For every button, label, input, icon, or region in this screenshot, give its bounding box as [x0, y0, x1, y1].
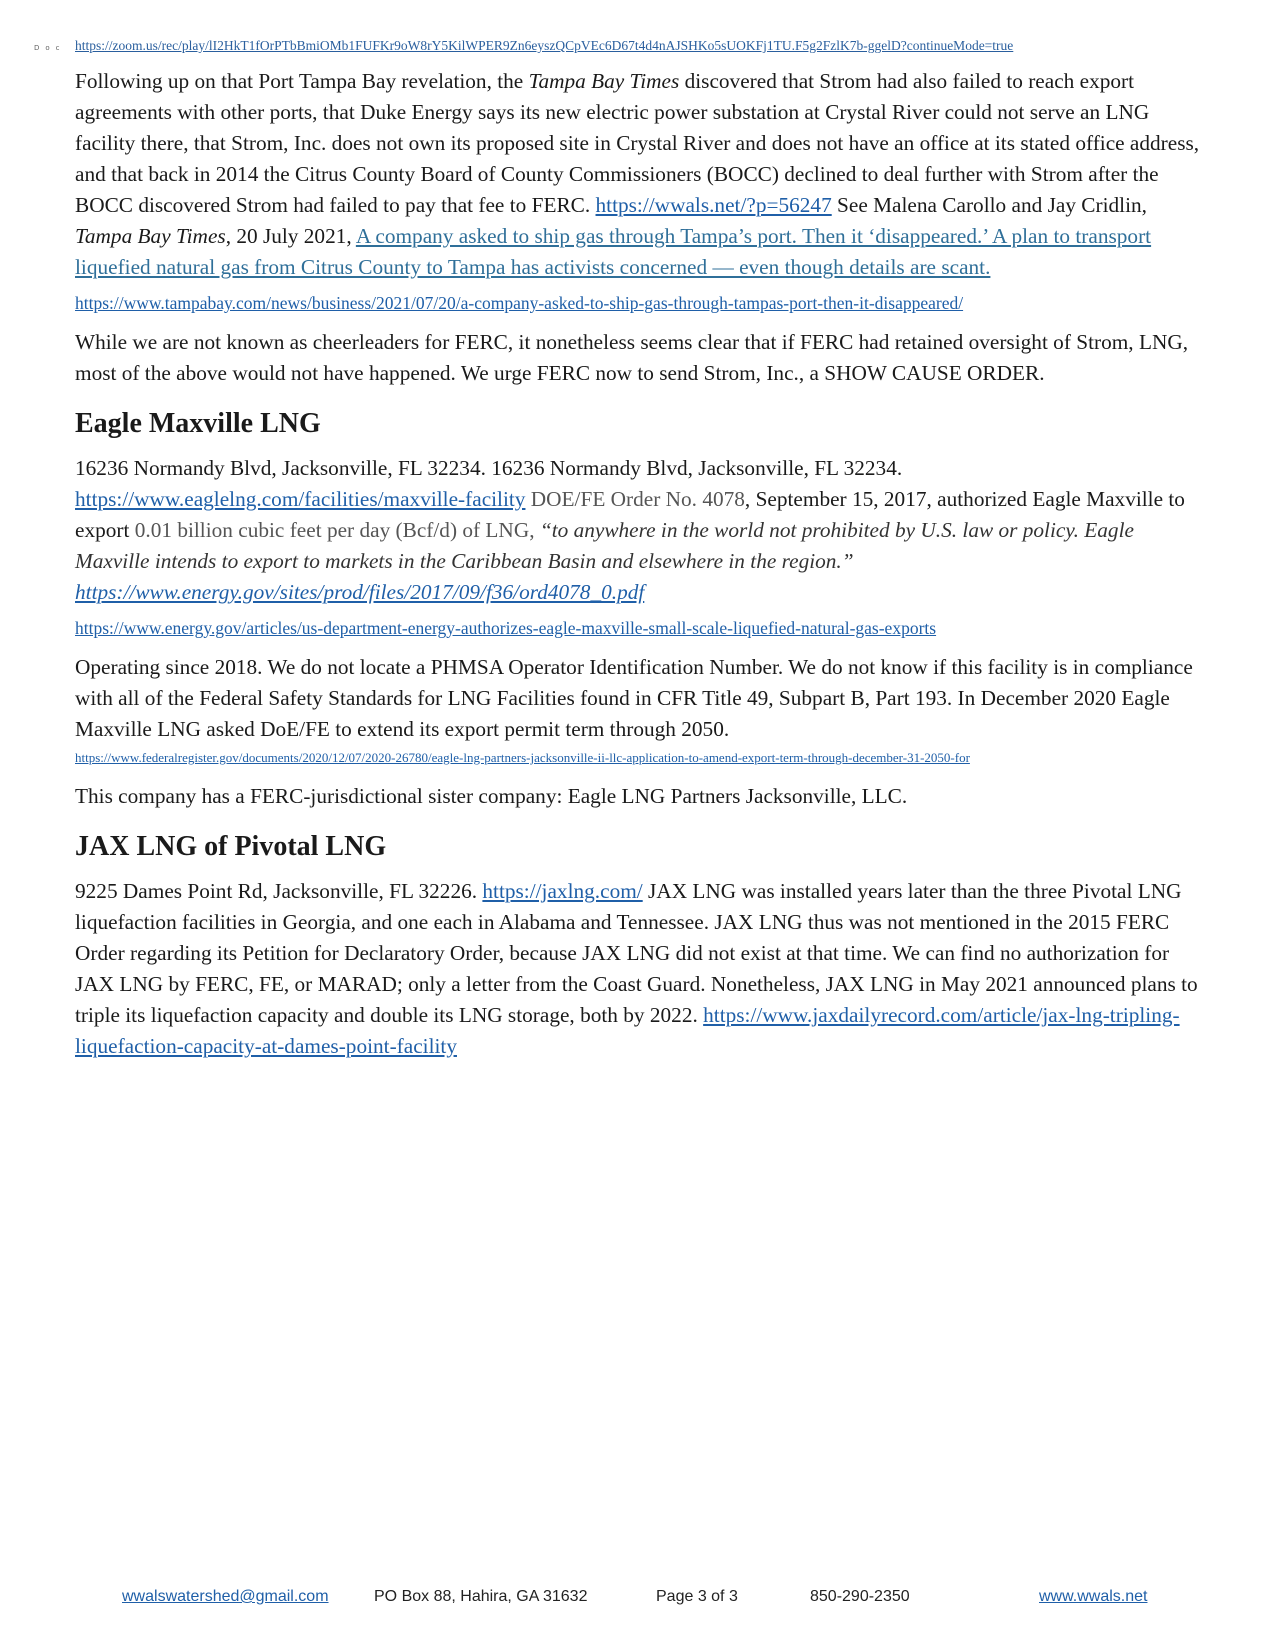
- text-segment: See Malena Carollo and Jay Cridlin,: [831, 193, 1147, 217]
- heading-eagle-maxville: Eagle Maxville LNG: [75, 408, 321, 439]
- federal-register-url[interactable]: https://www.federalregister.gov/documents/2020/12/07/2020-26780/eagle-lng-partners-jacksonville-ii-llc-application-to-amend-export-term-through-december-31-2050-for: [75, 750, 970, 765]
- footer-page-number: Page 3 of 3: [656, 1588, 738, 1605]
- address-text: 16236 Normandy Blvd, Jacksonville, FL 32234. 16236 Normandy Blvd, Jacksonville, FL 32234.: [75, 456, 903, 480]
- tampabay-article-url[interactable]: https://www.tampabay.com/news/business/2021/07/20/a-company-asked-to-ship-gas-through-tampas-port-then-it-disappeared/: [75, 293, 964, 313]
- header-stamp: Doc: [34, 44, 66, 52]
- zoom-recording-link[interactable]: https://zoom.us/rec/play/lI2HkT1fOrPTbBmiOMb1FUFKr9oW8rY5KilWPER9Zn6eyszQCpVEc6D67t4d4nAJSHKo5sUOKFj1TU.F5g2FzlK7b-ggelD?continueMode=true: [75, 38, 1014, 53]
- text-segment: discovered that Strom had also failed to reach export agreements with other ports, that Duke Energy says its new electric power substation at Crystal River could not serve an LNG facility there, that Strom, Inc. does not own its proposed site in Crystal River and does not have an office at its stated office address, and that back in 2014 the Citrus County Board of County Commissioners (BOCC) declined to deal further with Strom after the BOCC discovered Strom had failed to pay that fee to FERC.: [75, 69, 1200, 217]
- doe-order-pdf-link[interactable]: https://www.energy.gov/sites/prod/files/2017/09/f36/ord4078_0.pdf: [75, 580, 645, 604]
- jaxlng-link[interactable]: https://jaxlng.com/: [482, 879, 643, 903]
- doe-article-url[interactable]: https://www.energy.gov/articles/us-department-energy-authorizes-eagle-maxville-small-scale-liquefied-natural-gas-exports: [75, 618, 937, 638]
- footer-website-link[interactable]: www.wwals.net: [1039, 1588, 1148, 1605]
- heading-jax-lng: JAX LNG of Pivotal LNG: [75, 831, 387, 862]
- order-quote: “to anywhere in the world not prohibited by U.S. law or policy. Eagle Maxville intends to export to markets in the Caribbean Basin and elsewhere in the region.”: [75, 518, 1134, 573]
- paragraph-ferc-oversight: While we are not known as cheerleaders for FERC, it nonetheless seems clear that if FERC had retained oversight of Strom, LNG, most of the above would not have happened. We urge FERC now to send Strom, Inc., a SHOW CAUSE ORDER.: [75, 330, 1189, 385]
- text-segment: JAX LNG was installed years later than the three Pivotal LNG liquefaction facilities in Georgia, and one each in Alabama and Tennessee. JAX LNG thus was not mentioned in the 2015 FERC Order regarding its Petition for Declaratory Order, because JAX LNG did not exist at that time. We can find no authorization for JAX LNG by FERC, FE, or MARAD; only a letter from the Coast Guard. Nonetheless, JAX LNG in May 2021 announced plans to triple its liquefaction capacity and double its LNG storage, both by 2022.: [75, 879, 1198, 1027]
- publication-name: Tampa Bay Times: [528, 69, 680, 93]
- jaxdailyrecord-link[interactable]: https://www.jaxdailyrecord.com/article/jax-lng-tripling-liquefaction-capacity-at-dames-point-facility: [75, 1003, 1180, 1058]
- paragraph-eagle-sister: This company has a FERC-jurisdictional sister company: Eagle LNG Partners Jacksonville, LLC.: [75, 784, 908, 808]
- text-segment: , September 15, 2017, authorized Eagle Maxville to export: [75, 487, 1185, 542]
- header-bar: [34, 38, 1234, 58]
- paragraph-strom-followup: [75, 66, 1205, 283]
- footer-address: PO Box 88, Hahira, GA 31632: [374, 1588, 588, 1605]
- paragraph-eagle-maxville: [75, 453, 1205, 608]
- wwals-link[interactable]: https://wwals.net/?p=56247: [595, 193, 832, 217]
- text-segment: , 20 July 2021,: [225, 224, 356, 248]
- address-text: 9225 Dames Point Rd, Jacksonville, FL 32226.: [75, 879, 483, 903]
- paragraph-jax-lng: [75, 876, 1205, 1062]
- footer-phone: 850-290-2350: [810, 1588, 910, 1605]
- publication-name: Tampa Bay Times: [75, 224, 226, 248]
- text-segment: Following up on that Port Tampa Bay revelation, the: [75, 69, 529, 93]
- order-number: DOE/FE Order No. 4078: [525, 487, 745, 511]
- document-body: [75, 66, 1205, 1072]
- export-amount: 0.01 billion cubic feet per day (Bcf/d) of LNG,: [134, 518, 540, 542]
- eaglelng-facility-link[interactable]: https://www.eaglelng.com/facilities/maxville-facility: [75, 487, 526, 511]
- page-footer: [0, 1588, 1275, 1610]
- footer-email-link[interactable]: wwalswatershed@gmail.com: [122, 1588, 329, 1605]
- paragraph-eagle-operating: Operating since 2018. We do not locate a PHMSA Operator Identification Number. We do not know if this facility is in compliance with all of the Federal Safety Standards for LNG Facilities found in CFR Title 49, Subpart B, Part 193. In December 2020 Eagle Maxville LNG asked DoE/FE to extend its export permit term through 2050.: [75, 655, 1193, 741]
- article-title-link[interactable]: A company asked to ship gas through Tampa’s port. Then it ‘disappeared.’ A plan to transport liquefied natural gas from Citrus County to Tampa has activists concerned — even though details are scant.: [75, 224, 1152, 279]
